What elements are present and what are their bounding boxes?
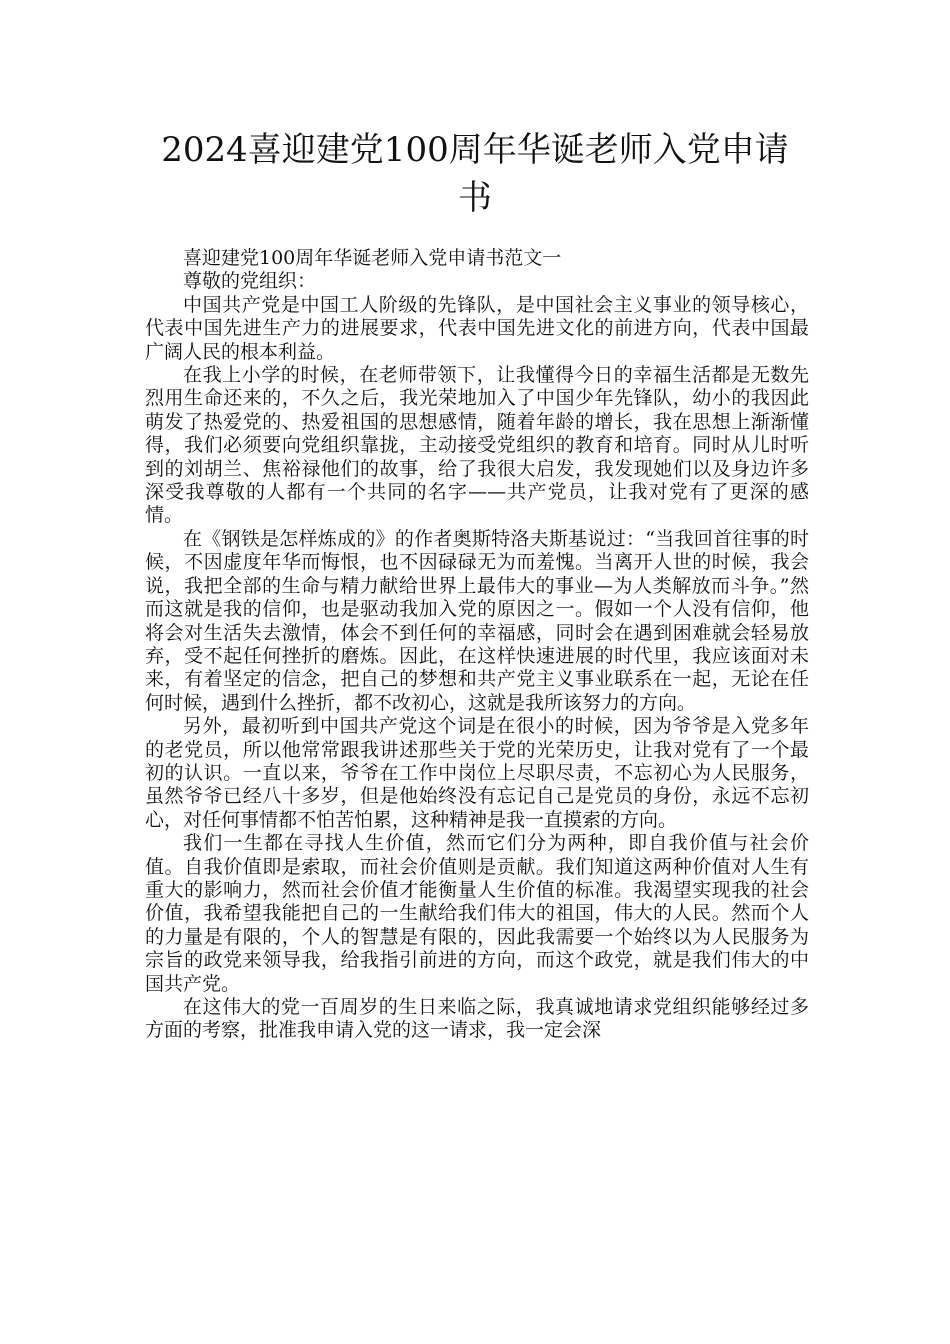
paragraph-subtitle: 喜迎建党100周年华诞老师入党申请书范文一 bbox=[183, 247, 562, 269]
paragraph: 中国共产党是中国工人阶级的先锋队，是中国社会主义事业的领导核心，代表中国先进生产力的进展要求，代表中国先进文化的前进方向，代表中国最广阔人民的根本利益。 bbox=[145, 293, 809, 363]
paragraph: 在《钢铁是怎样炼成的》的作者奥斯特洛夫斯基说过：“当我回首往事的时候，不因虚度年华而悔恨，也不因碌碌无为而羞愧。当离开人世的时候，我会说，我把全部的生命与精力献给世界上最伟大的事业—为人类解放而斗争。”然而这就是我的信仰，也是驱动我加入党的原因之一。假如一个人没有信仰，他将会对生活失去激情，体会不到任何的幸福感，同时会在遇到困难就会轻易放弃，受不起任何挫折的磨炼。因此，在这样快速进展的时代里，我应该面对未来，有着坚定的信念，把自己的梦想和共产党主义事业联系在一起，无论在任何时候，遇到什么挫折，都不改初心，这就是我所该努力的方向。 bbox=[145, 527, 809, 714]
paragraph: 我们一生都在寻找人生价值，然而它们分为两种，即自我价值与社会价值。自我价值即是索取，而社会价值则是贡献。我们知道这两种价值对人生有重大的影响力，然而社会价值才能衡量人生价值的标准。我渴望实现我的社会价值，我希望我能把自己的一生献给我们伟大的祖国，伟大的人民。然而个人的力量是有限的，个人的智慧是有限的，因此我需要一个始终以为人民服务为宗旨的政党来领导我，给我指引前进的方向，而这个政党，就是我们伟大的中国共产党。 bbox=[145, 832, 809, 995]
paragraph: 另外，最初听到中国共产党这个词是在很小的时候，因为爷爷是入党多年的老党员，所以他常常跟我讲述那些关于党的光荣历史，让我对党有了一个最初的认识。一直以来，爷爷在工作中岗位上尽职尽责，不忘初心为人民服务，虽然爷爷已经八十多岁，但是他始终没有忘记自己是党员的身份，永远不忘初心，对任何事情都不怕苦怕累，这种精神是我一直摸索的方向。 bbox=[145, 715, 809, 831]
paragraph: 在我上小学的时候，在老师带领下，让我懂得今日的幸福生活都是无数先烈用生命还来的，不久之后，我光荣地加入了中国少年先锋队，幼小的我因此萌发了热爱党的、热爱祖国的思想感情，随着年龄的增长，我在思想上渐渐懂得，我们必须要向党组织靠拢，主动接受党组织的教育和培育。同时从儿时听到的刘胡兰、焦裕禄他们的故事，给了我很大启发，我发现她们以及身边许多深受我尊敬的人都有一个共同的名字——共产党员，让我对党有了更深的感情。 bbox=[145, 364, 809, 527]
document-body bbox=[145, 247, 809, 1043]
paragraph-salutation: 尊敬的党组织： bbox=[183, 270, 317, 293]
paragraph: 在这伟大的党一百周岁的生日来临之际，我真诚地请求党组织能够经过多方面的考察，批准我申请入党的这一请求，我一定会深 bbox=[145, 996, 809, 1042]
document-title: 2024喜迎建党100周年华诞老师入党申请书 bbox=[161, 130, 789, 218]
